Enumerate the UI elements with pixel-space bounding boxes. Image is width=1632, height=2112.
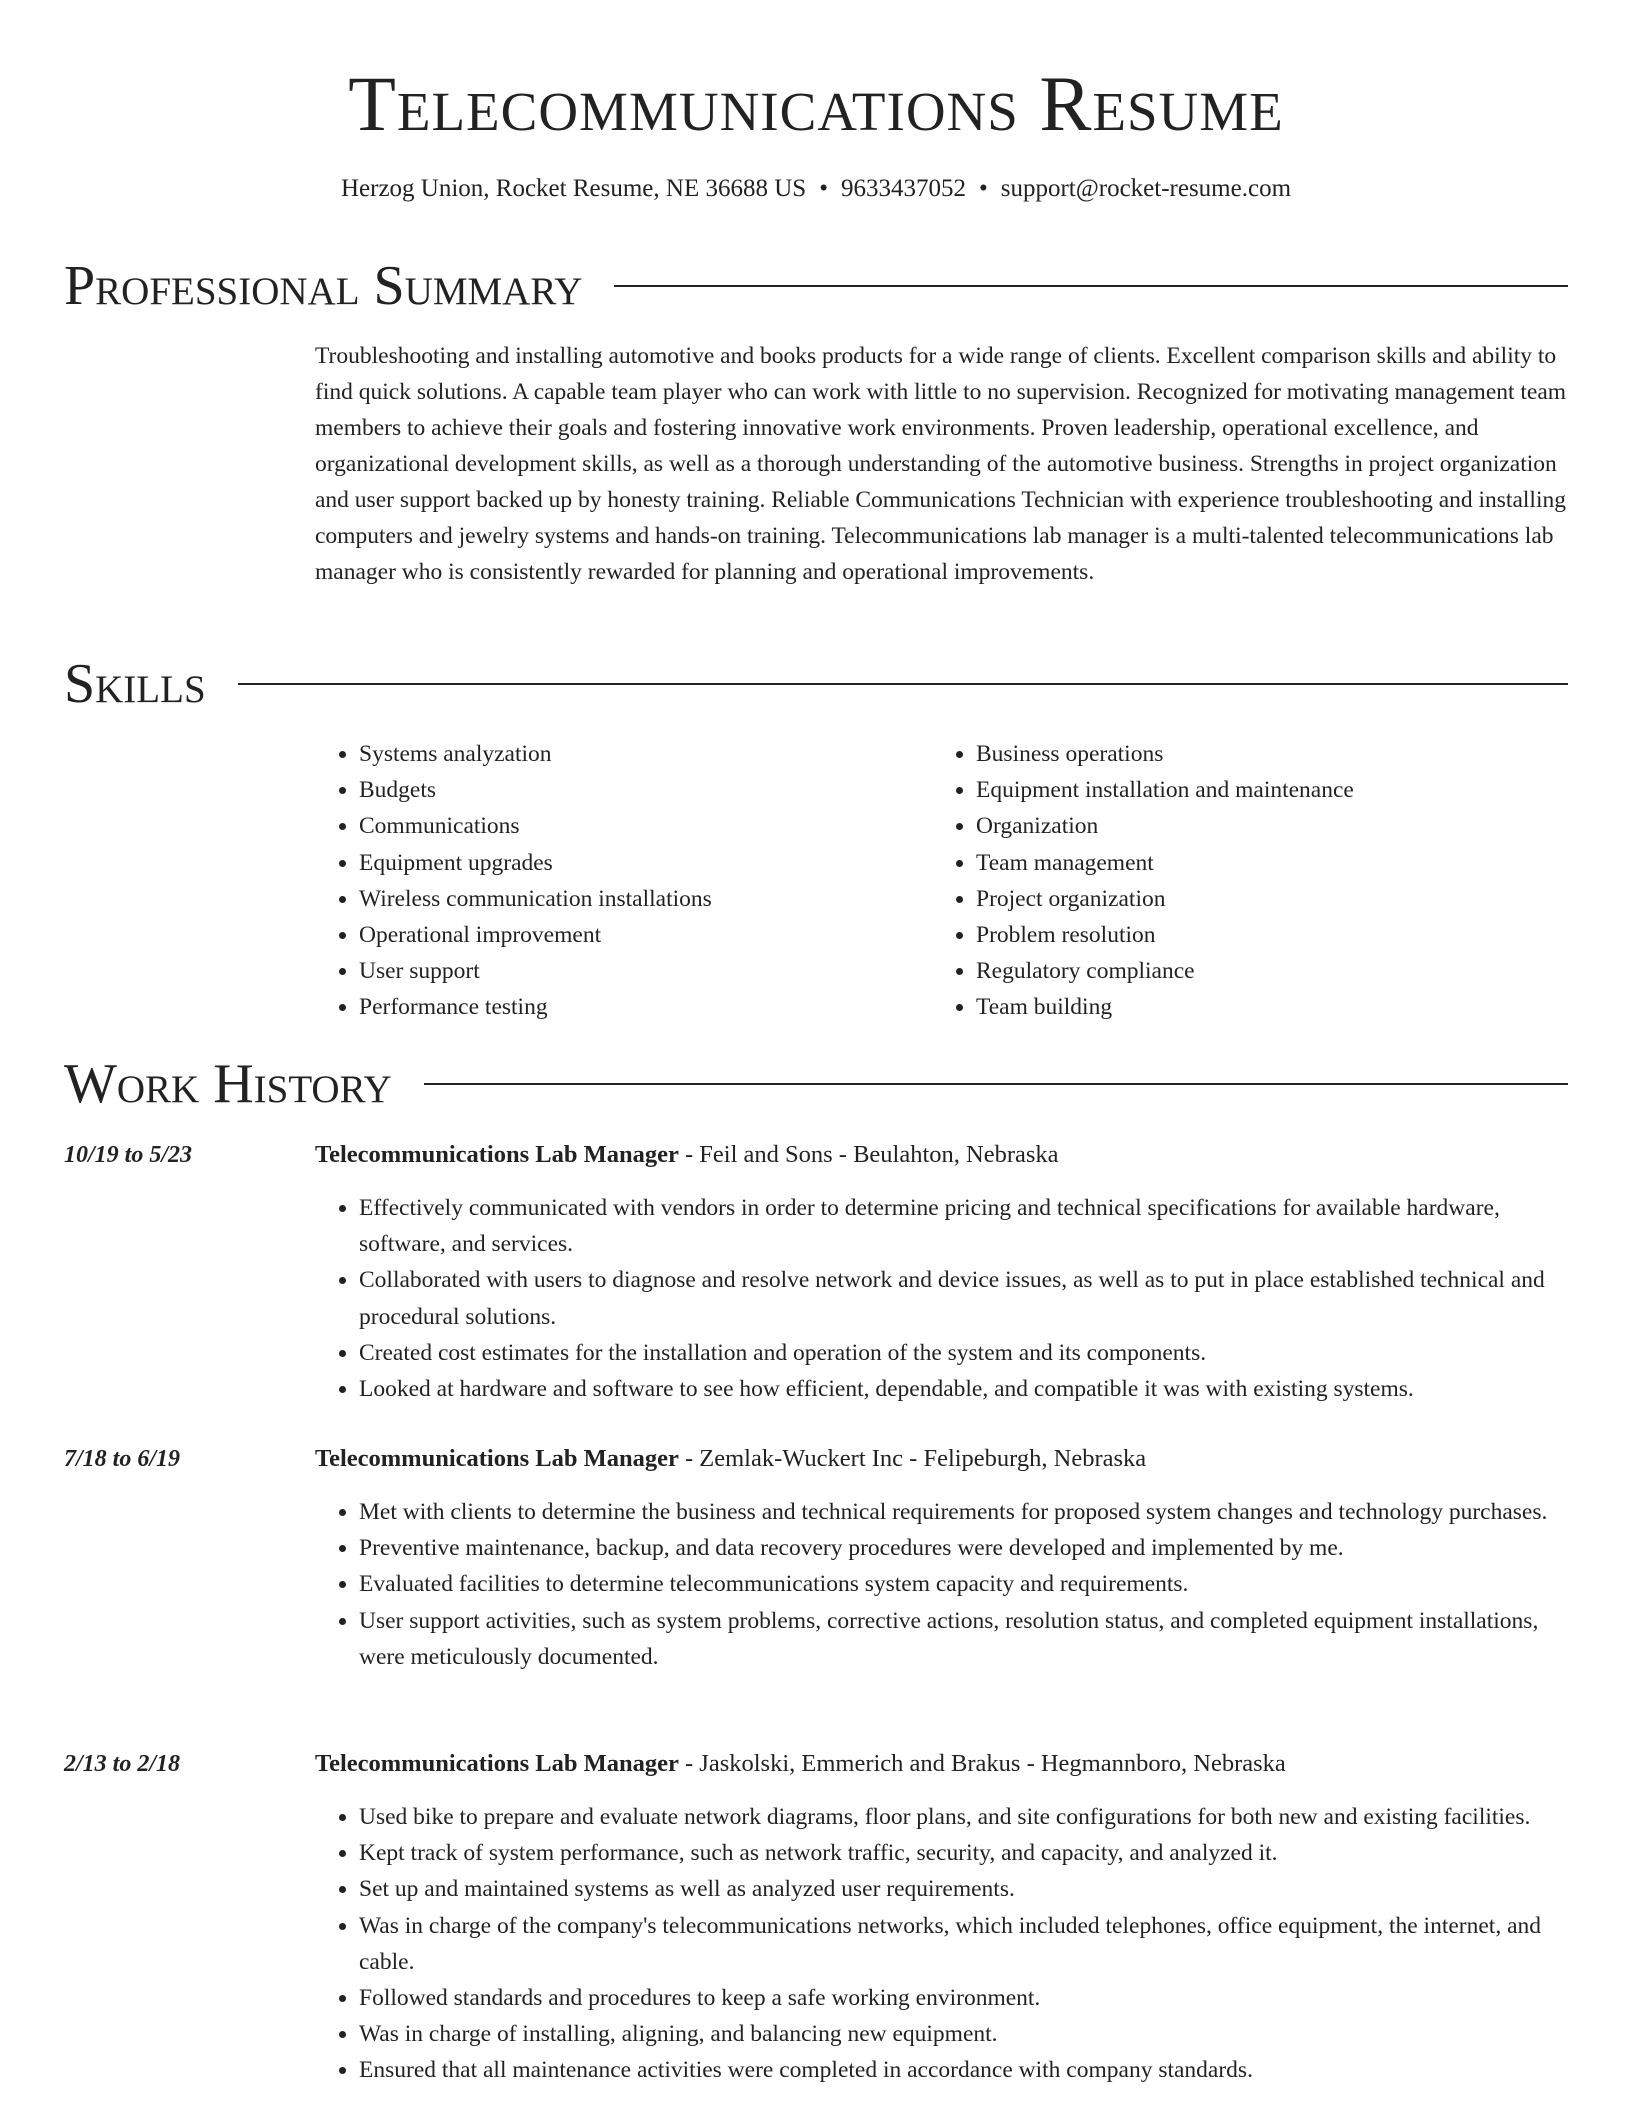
job-header — [315, 1746, 1286, 1782]
skill-item: • Team building — [976, 989, 1549, 1025]
job-bullet: • User support activities, such as system problems, corrective actions, resolution status, and completed equipment installations, were meticulously documented. — [359, 1603, 1568, 1675]
job-dates: 7/18 to 6/19 — [64, 1446, 181, 1472]
skill-item: • User support — [359, 953, 932, 989]
job-bullet: • Set up and maintained systems as well as analyzed user requirements. — [359, 1871, 1568, 1907]
job-title: Telecommunications Lab Manager — [315, 1750, 679, 1777]
job-bullet: • Used bike to prepare and evaluate network diagrams, floor plans, and site configurations for both new and existing facilities. — [359, 1799, 1568, 1835]
job-bullet: • Was in charge of installing, aligning, and balancing new equipment. — [359, 2016, 1568, 2052]
job-title: Telecommunications Lab Manager — [315, 1445, 679, 1472]
skill-item: • Operational improvement — [359, 917, 932, 953]
contact-line — [64, 172, 1568, 206]
job-bullet: • Followed standards and procedures to keep a safe working environment. — [359, 1980, 1568, 2016]
skill-item: • Organization — [976, 808, 1549, 844]
skill-item: • Business operations — [976, 736, 1549, 772]
job-bullet: • Evaluated facilities to determine telecommunications system capacity and requirements. — [359, 1566, 1568, 1602]
page-title: Telecommunications Resume — [348, 60, 1284, 147]
skill-item: • Equipment installation and maintenance — [976, 772, 1549, 808]
job-bullet: • Met with clients to determine the business and technical requirements for proposed system changes and technology purchases. — [359, 1494, 1568, 1530]
job-bullet: • Kept track of system performance, such as network traffic, security, and capacity, and analyzed it. — [359, 1835, 1568, 1871]
work-section-header — [64, 1052, 1568, 1116]
skill-item: • Problem resolution — [976, 917, 1549, 953]
skill-item: • Regulatory compliance — [976, 953, 1549, 989]
job-bullets — [315, 1799, 1568, 2089]
job-bullet: • Was in charge of the company's telecommunications networks, which included telephones, office equipment, the internet, and cable. — [359, 1908, 1568, 1980]
job-employer-location: - Zemlak-Wuckert Inc - Felipeburgh, Nebraska — [678, 1445, 1147, 1472]
work-heading: Work History — [64, 1053, 392, 1115]
skill-item: • Team management — [976, 845, 1549, 881]
job-dates: 2/13 to 2/18 — [64, 1751, 181, 1777]
job-bullets — [315, 1190, 1568, 1407]
skills-column-right — [932, 736, 1549, 1026]
job-bullet: • Preventive maintenance, backup, and data recovery procedures were developed and implemented by me. — [359, 1530, 1568, 1566]
summary-heading: Professional Summary — [64, 255, 583, 317]
skill-item: • Wireless communication installations — [359, 881, 932, 917]
contact-separator: • — [819, 175, 828, 202]
skills-list — [315, 736, 1568, 1026]
job-employer-location: - Feil and Sons - Beulahton, Nebraska — [678, 1141, 1059, 1168]
skill-item: • Systems analyzation — [359, 736, 932, 772]
job-bullet: • Created cost estimates for the installation and operation of the system and its components. — [359, 1335, 1568, 1371]
skill-item: • Equipment upgrades — [359, 845, 932, 881]
skill-item: • Performance testing — [359, 989, 932, 1025]
job-bullet: • Looked at hardware and software to see how efficient, dependable, and compatible it was with existing systems. — [359, 1371, 1568, 1407]
job-header — [315, 1137, 1059, 1173]
job-title: Telecommunications Lab Manager — [315, 1141, 679, 1168]
job-bullet: • Ensured that all maintenance activities were completed in accordance with company standards. — [359, 2052, 1568, 2088]
skills-section-header — [64, 652, 1568, 716]
section-divider — [424, 1083, 1568, 1085]
skill-item: • Project organization — [976, 881, 1549, 917]
summary-section-header — [64, 254, 1568, 318]
contact-address: Herzog Union, Rocket Resume, NE 36688 US — [340, 175, 807, 202]
skills-column-left — [315, 736, 932, 1026]
section-divider — [614, 285, 1568, 287]
skill-item: • Communications — [359, 808, 932, 844]
contact-phone: 9633437052 — [840, 175, 966, 202]
contact-email: support@rocket-resume.com — [1000, 175, 1292, 202]
job-bullet: • Effectively communicated with vendors in order to determine pricing and technical specifications for available hardware, software, and services. — [359, 1190, 1568, 1262]
contact-separator: • — [978, 175, 988, 202]
job-header — [315, 1441, 1146, 1477]
skill-item: • Budgets — [359, 772, 932, 808]
resume-page — [64, 0, 1568, 2084]
skills-heading: Skills — [64, 653, 206, 715]
section-divider — [238, 683, 1568, 685]
job-employer-location: - Jaskolski, Emmerich and Brakus - Hegmannboro, Nebraska — [678, 1750, 1286, 1777]
job-bullets — [315, 1494, 1568, 1675]
job-dates: 10/19 to 5/23 — [64, 1142, 193, 1168]
summary-text: Troubleshooting and installing automotive and books products for a wide range of clients. Excellent comparison skills and ability to find quick solutions. A capable team player who can work with little to no supervision. Recognized for motivating management team members to achieve their goals and fostering innovative work environments. Proven leadership, operational excellence, and organizational development skills, as well as a thorough understanding of the automotive business. Strengths in project organization and user support backed up by honesty training. Reliable Communications Technician with experience troubleshooting and installing computers and jewelry systems and hands-on training. Telecommunications lab manager is a multi-talented telecommunications lab manager who is consistently rewarded for planning and operational improvements. — [315, 343, 1567, 585]
job-bullet: • Collaborated with users to diagnose and resolve network and device issues, as well as to put in place established technical and procedural solutions. — [359, 1262, 1568, 1334]
